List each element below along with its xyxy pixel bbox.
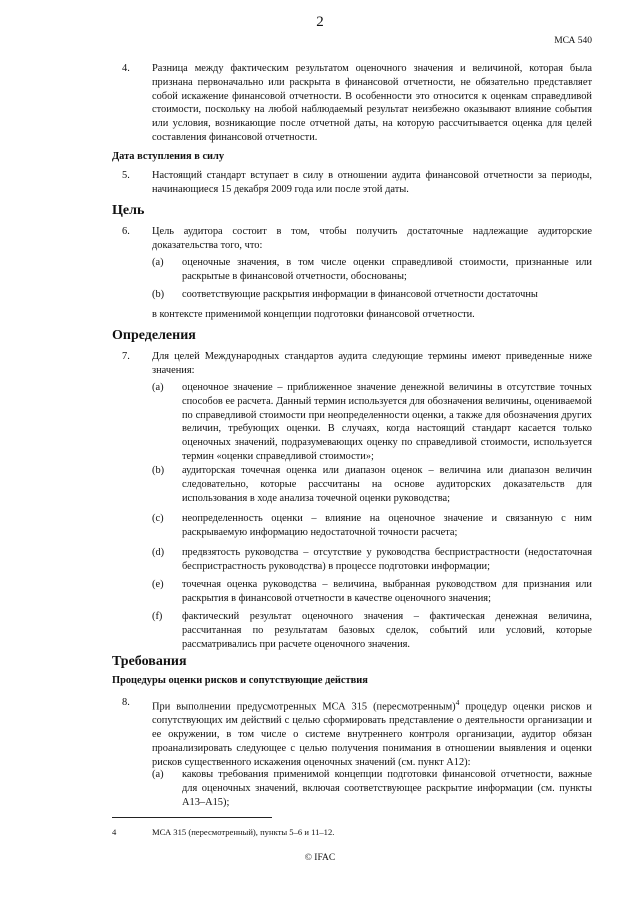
definition-c: неопределенность оценки – влияние на оценочное значение и связанную с ним раскрываемую информацию недостаточной точности расчета; (182, 513, 592, 538)
paragraph-number: 8. (122, 697, 130, 708)
section-heading-definitions: Определения (112, 328, 196, 343)
section-heading-requirements: Требования (112, 654, 187, 669)
paragraph-number: 6. (122, 226, 130, 237)
item-label: (a) (152, 382, 164, 393)
section-heading-effective-date: Дата вступления в силу (112, 151, 225, 162)
section-heading-objective: Цель (112, 203, 145, 218)
paragraph-7: Для целей Международных стандартов аудита следующие термины имеют приведенные ниже значения: (152, 351, 592, 376)
paragraph-5: Настоящий стандарт вступает в силу в отношении аудита финансовой отчетности за периоды, начинающиеся 15 декабря 2009 года или после этой даты. (152, 170, 592, 195)
definition-e: точечная оценка руководства – величина, выбранная руководством для признания или раскрытия в финансовой отчетности в качестве оценочного значения; (182, 579, 592, 604)
definition-d: предвзятость руководства – отсутствие у руководства беспристрастности (недостаточная беспристрастность руководства) в процессе подготовки информации; (182, 547, 592, 572)
item-label: (b) (152, 289, 165, 300)
footer-copyright: © IFAC (304, 853, 336, 863)
paragraph-8-item-a: каковы требования применимой концепции подготовки финансовой отчетности, важные для оценочных значений, включая соответствующее раскрытие информации (см. пункты A13–A15); (182, 769, 592, 808)
item-label: (c) (152, 513, 164, 524)
paragraph-number: 7. (122, 351, 130, 362)
item-label: (e) (152, 579, 164, 590)
paragraph-6-item-a: оценочные значения, в том числе оценки справедливой стоимости, признанные или раскрытые в финансовой отчетности, обоснованы; (182, 257, 592, 282)
definition-b: аудиторская точечная оценка или диапазон оценок – величина или диапазон величин следовательно, которые рассчитаны на основе аудиторских доказательств для использования в ходе анализа точечной оценки руководства; (182, 465, 592, 504)
paragraph-8-text-before: При выполнении предусмотренных МСА 315 (пересмотренным) (152, 701, 456, 713)
footnote-text: МСА 315 (пересмотренный), пункты 5–6 и 11–12. (152, 827, 335, 837)
item-label: (a) (152, 769, 164, 780)
item-label: (f) (152, 611, 163, 622)
paragraph-number: 5. (122, 170, 130, 181)
footnote-number: 4 (112, 827, 117, 837)
definition-a: оценочное значение – приближенное значение денежной величины в отсутствие точных способов ее расчета. Данный термин используется для обозначения величины, оцениваемой по справедливой стоимости при неопределенности оценки, а также для обозначения других величин, требующих оценки. В случаях, когда настоящий стандарт касается только оценочных значений, подразумевающих оценку по справедливой стоимости, используется термин «оценки справедливой стоимости»; (182, 382, 592, 462)
paragraph-6: Цель аудитора состоит в том, чтобы получить достаточные надлежащие аудиторские доказательства того, что: (152, 226, 592, 251)
paragraph-8 (152, 696, 592, 769)
paragraph-4: Разница между фактическим результатом оценочного значения и величиной, которая была признана первоначально или раскрыта в финансовой отчетности, не обязательно представляет собой искажение финансовой отчетности. В особенности это относится к оценкам справедливой стоимости, поскольку на любой наблюдаемый результат неизбежно оказывают влияние события или условия, возникающие после отчетной даты, на которую рассчитывается оценка для целей составления финансовой отчетности. (152, 63, 592, 143)
paragraph-number: 4. (122, 63, 130, 74)
item-label: (b) (152, 465, 165, 476)
footnote-divider (112, 817, 272, 818)
paragraph-6-item-b: соответствующие раскрытия информации в финансовой отчетности достаточны (182, 289, 538, 300)
paragraph-6-tail: в контексте применимой концепции подготовки финансовой отчетности. (152, 309, 475, 320)
definition-f: фактический результат оценочного значения – фактическая денежная величина, рассчитанная по результатам базовых сделок, событий или условий, которые рассматривались при расчете оценочного значения. (182, 611, 592, 650)
paragraph-8-text-after: процедур оценки рисков и сопутствующих им действий с целью сформировать представление о деятельности организации и ее окружении, в том числе о системе внутреннего контроля организации, аудитор обязан проанализировать следующее с целью получения понимания в отношении выявления и оценки рисков существенного искажения оценочных значений (см. пункт A12): (152, 701, 592, 768)
document-code: МСА 540 (554, 36, 592, 46)
item-label: (d) (152, 547, 165, 558)
subsection-heading-risk-assessment: Процедуры оценки рисков и сопутствующие действия (112, 675, 368, 686)
footnote-ref: 4 (455, 698, 460, 707)
page-number: 2 (316, 14, 324, 30)
item-label: (a) (152, 257, 164, 268)
